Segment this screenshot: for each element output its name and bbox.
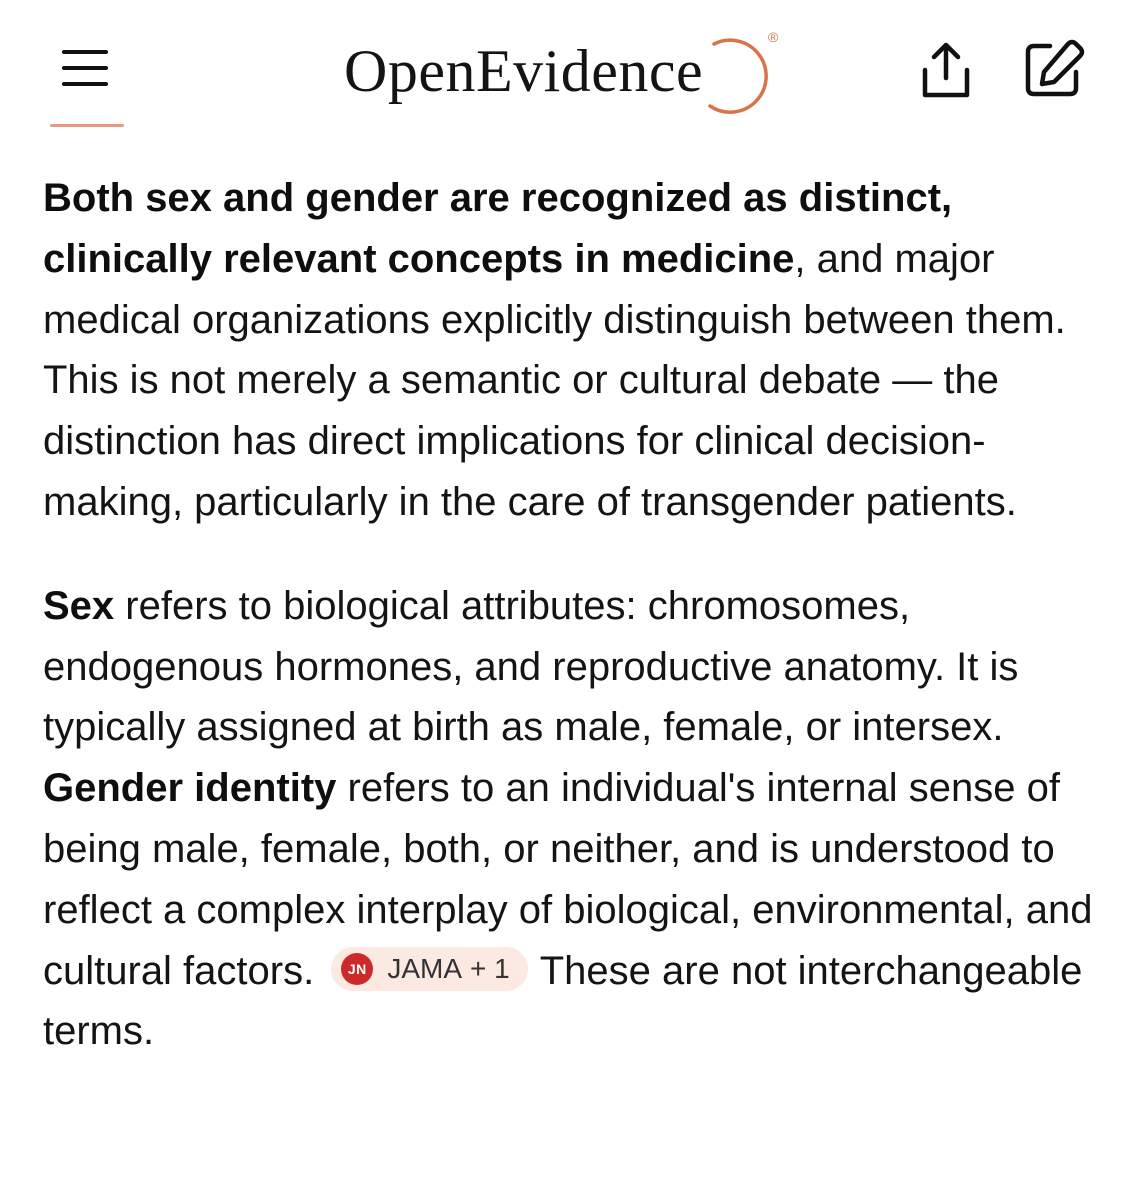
hamburger-menu-icon [58, 44, 112, 92]
citation-count: + 1 [470, 953, 510, 984]
bold-statement: Both sex and gender are recognized as distinct, clinically relevant concepts in medicine [43, 176, 953, 281]
term-sex: Sex [43, 583, 115, 628]
paragraph-1-text: , and major medical organizations explicitly distinguish between them. This is not merely a semantic or cultural debate — the distinction has direct implications for clinical decision-making, particularly in the care of transgender patients. [43, 236, 1066, 524]
citation-chip[interactable] [331, 947, 527, 991]
closing-statement: These are not interchangeable terms. [43, 948, 1083, 1054]
citation-label: JAMA [387, 953, 463, 984]
gender-identity-definition: refers to an individual's internal sense of being male, female, both, or neither, and is understood to reflect a complex interplay of biological, environmental, and cultural factors. [43, 766, 1093, 993]
term-gender-identity: Gender identity [43, 766, 337, 811]
share-upload-icon [915, 40, 977, 102]
accent-divider [50, 124, 124, 127]
paragraph-2 [43, 576, 1103, 1062]
app-header [0, 0, 1137, 140]
share-button[interactable] [915, 40, 977, 102]
sex-definition: refers to biological attributes: chromosomes, endogenous hormones, and reproductive anatomy. It is typically assigned at birth as male, female, or intersex. [43, 583, 1019, 750]
logo-text: OpenEvidence [344, 38, 704, 104]
compose-button[interactable] [1020, 38, 1086, 100]
journal-avatar-icon: JN [341, 953, 373, 985]
menu-button[interactable] [58, 44, 112, 92]
compose-edit-icon [1020, 38, 1086, 100]
answer-content [43, 168, 1103, 1062]
openevidence-logo[interactable] [342, 26, 802, 116]
registered-mark: ® [768, 29, 779, 45]
paragraph-1 [43, 168, 1103, 533]
